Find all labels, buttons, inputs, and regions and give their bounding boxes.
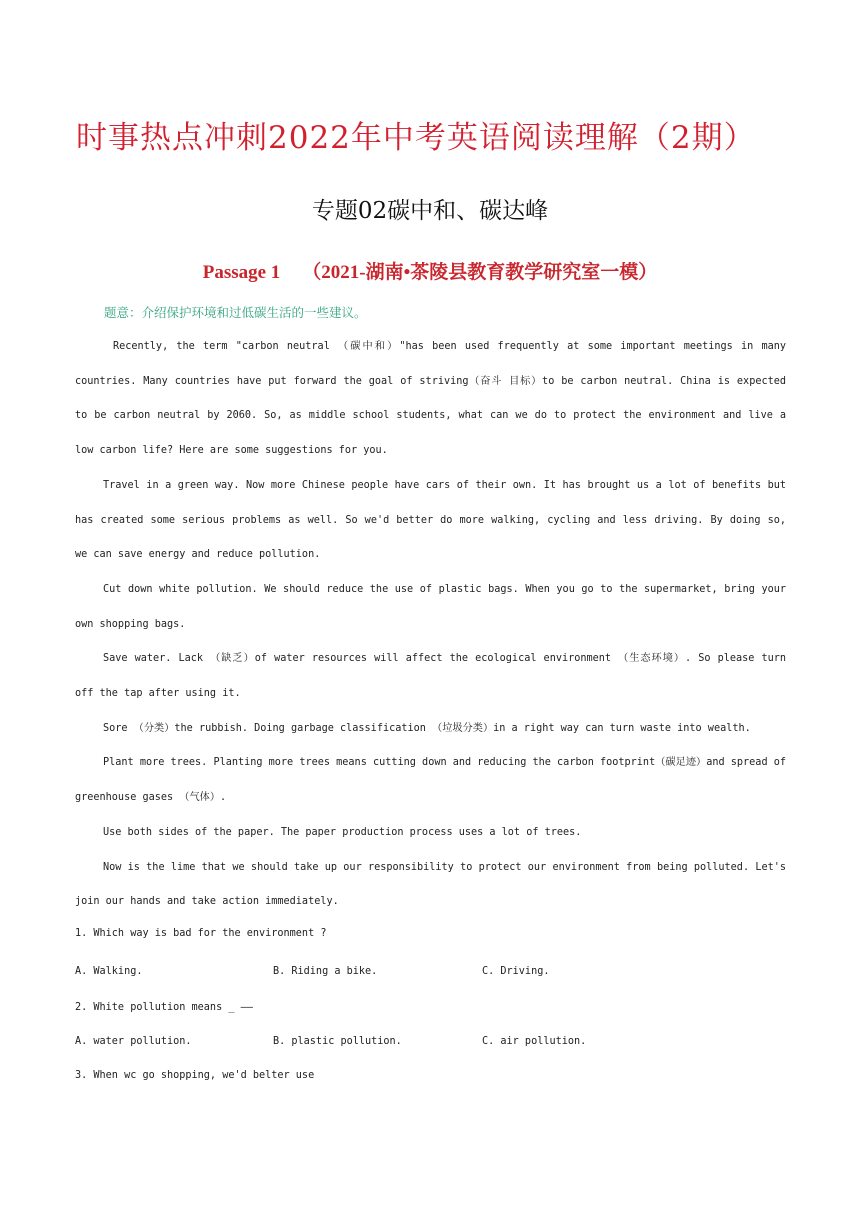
passage-source: （2021-湖南•茶陵县教育教学研究室一模） bbox=[302, 262, 658, 283]
question-2-stem: 2. White pollution means _ —— bbox=[75, 1002, 253, 1013]
passage-body bbox=[75, 330, 786, 920]
paragraph-intro: Recently, the term "carbon neutral （碳中和）"has been used frequently at some important meetings in many countries. Many countries have put forward the goal of striving（奋斗 目标）to be carbon neutral. China is expected to be carbon neutral by 2060. So, as middle school students, what can we do to protect the environment and live a low carbon life? Here are some suggestions for you. bbox=[75, 341, 786, 457]
question-1-stem: 1. Which way is bad for the environment ? bbox=[75, 928, 327, 939]
paragraph-sort-rubbish: Sore （分类）the rubbish. Doing garbage classification （垃圾分类）in a right way can turn waste into wealth. bbox=[103, 722, 751, 734]
passage-heading bbox=[0, 257, 860, 284]
question-3-stem: 3. When wc go shopping, we'd belter use bbox=[75, 1070, 315, 1081]
passage-topic-note: 题意：介绍保护环境和过低碳生活的一些建议。 bbox=[104, 305, 367, 320]
document-title: 时事热点冲刺2022年中考英语阅读理解（2期） bbox=[76, 120, 756, 156]
question-2-option-a: A. water pollution. bbox=[75, 1036, 192, 1047]
document-subtitle: 专题02碳中和、碳达峰 bbox=[311, 198, 549, 224]
question-1-option-c: C. Driving. bbox=[482, 966, 550, 977]
passage-label: Passage 1 bbox=[202, 262, 281, 283]
question-2-option-c: C. air pollution. bbox=[482, 1036, 587, 1047]
question-1-option-a: A. Walking. bbox=[75, 966, 143, 977]
paragraph-white-pollution: Cut down white pollution. We should reduce the use of plastic bags. When you go to the supermarket, bring your own shopping bags. bbox=[75, 583, 786, 630]
question-1-option-b: B. Riding a bike. bbox=[273, 966, 378, 977]
paragraph-plant-trees: Plant more trees. Planting more trees means cutting down and reducing the carbon footprint（碳足迹）and spread of greenhouse gases （气体）. bbox=[75, 757, 786, 804]
paragraph-save-water: Save water. Lack （缺乏）of water resources will affect the ecological environment （生态环境）. So please turn off the tap after using it. bbox=[75, 653, 786, 700]
paragraph-paper: Use both sides of the paper. The paper production process uses a lot of trees. bbox=[103, 826, 582, 838]
question-2-option-b: B. plastic pollution. bbox=[273, 1036, 402, 1047]
paragraph-travel-green: Travel in a green way. Now more Chinese people have cars of their own. It has brought us a lot of benefits but has created some serious problems as well. So we'd better do more walking, cycling and less driving. By doing so, we can save energy and reduce pollution. bbox=[75, 479, 786, 561]
paragraph-conclusion: Now is the lime that we should take up our responsibility to protect our environment from being polluted. Let's join our hands and take action immediately. bbox=[75, 861, 786, 908]
